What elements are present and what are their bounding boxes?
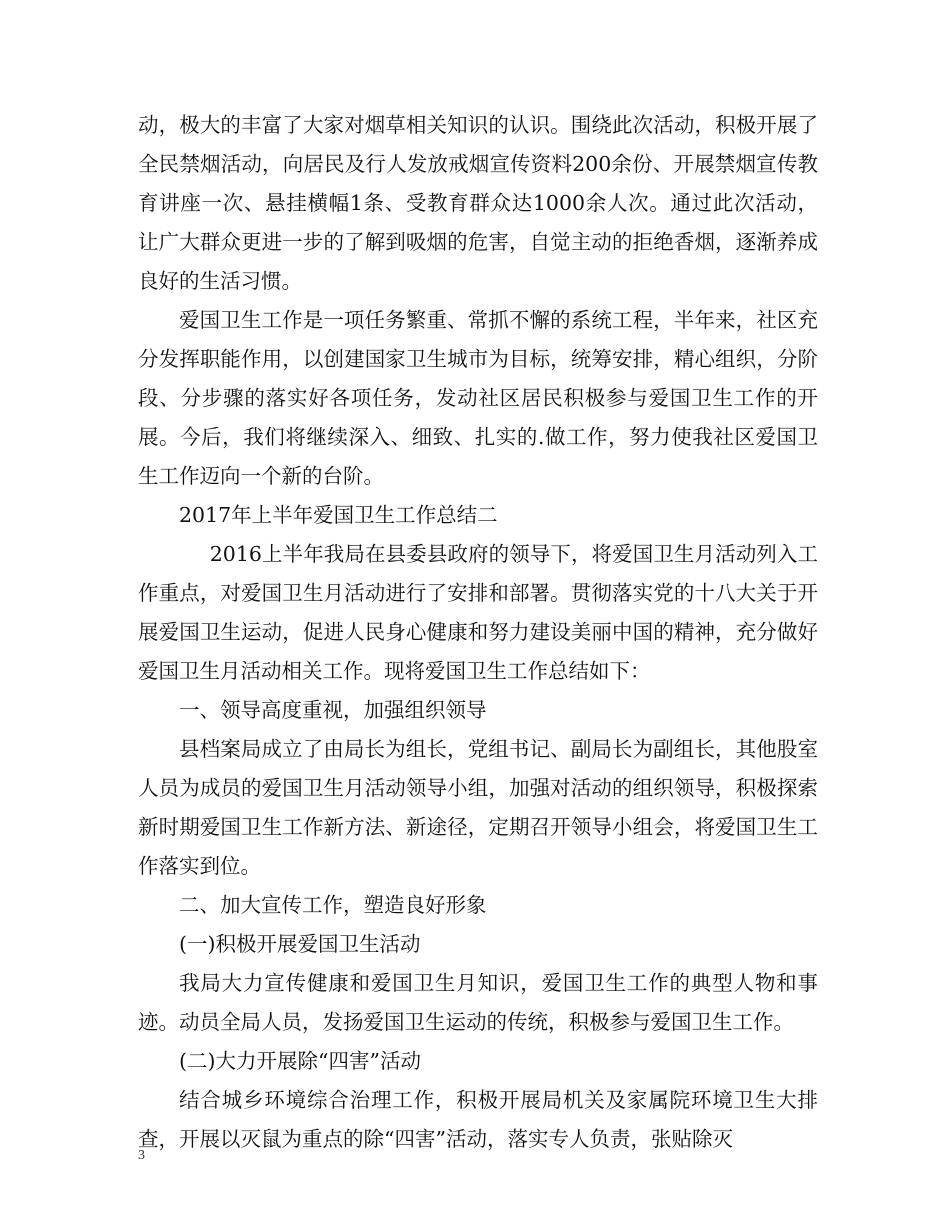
paragraph-summary: 爱国卫生工作是一项任务繁重、常抓不懈的系统工程，半年来，社区充分发挥职能作用，以创建国家卫生城市为目标，统筹安排，精心组织，分阶段、分步骤的落实好各项任务，发动社区居民积极参与爱国卫生工作的开展。今后，我们将继续深入、细致、扎实的.做工作，努力使我社区爱国卫生工作迈向一个新的台阶。 (138, 308, 818, 488)
heading-2: 二、加大宣传工作，塑造良好形象 (179, 893, 487, 917)
paragraph-publicity: 我局大力宣传健康和爱国卫生月知识，爱国卫生工作的典型人物和事迹。动员全局人员，发扬爱国卫生运动的传统，积极参与爱国卫生工作。 (138, 971, 818, 1034)
paragraph-continuation: 动，极大的丰富了大家对烟草相关知识的认识。围绕此次活动，积极开展了全民禁烟活动，向居民及行人发放戒烟宣传资料200余份、开展禁烟宣传教育讲座一次、悬挂横幅1条、受教育群众达1000余人次。通过此次活动，让广大群众更进一步的了解到吸烟的危害，自觉主动的拒绝香烟，逐渐养成良好的生活习惯。 (138, 113, 818, 293)
document-body (138, 106, 818, 1159)
subheading-1: (一)积极开展爱国卫生活动 (179, 932, 421, 956)
paragraph-intro: 2016上半年我局在县委县政府的领导下，将爱国卫生月活动列入工作重点，对爱国卫生月活动进行了安排和部署。贯彻落实党的十八大关于开展爱国卫生运动，促进人民身心健康和努力建设美丽中国的精神，充分做好爱国卫生月活动相关工作。现将爱国卫生工作总结如下： (138, 542, 818, 683)
paragraph-leadership: 县档案局成立了由局长为组长，党组书记、副局长为副组长，其他股室人员为成员的爱国卫生月活动领导小组，加强对活动的组织领导，积极探索新时期爱国卫生工作新方法、新途径，定期召开领导小组会，将爱国卫生工作落实到位。 (138, 737, 818, 878)
subheading-2: (二)大力开展除“四害”活动 (179, 1049, 421, 1073)
page-number: 3 (138, 1148, 145, 1163)
paragraph-four-pests: 结合城乡环境综合治理工作，积极开展局机关及家属院环境卫生大排查，开展以灭鼠为重点的除“四害”活动，落实专人负责，张贴除灭 (138, 1088, 818, 1151)
heading-1: 一、领导高度重视，加强组织领导 (179, 698, 487, 722)
section-title: 2017年上半年爱国卫生工作总结二 (179, 503, 498, 527)
